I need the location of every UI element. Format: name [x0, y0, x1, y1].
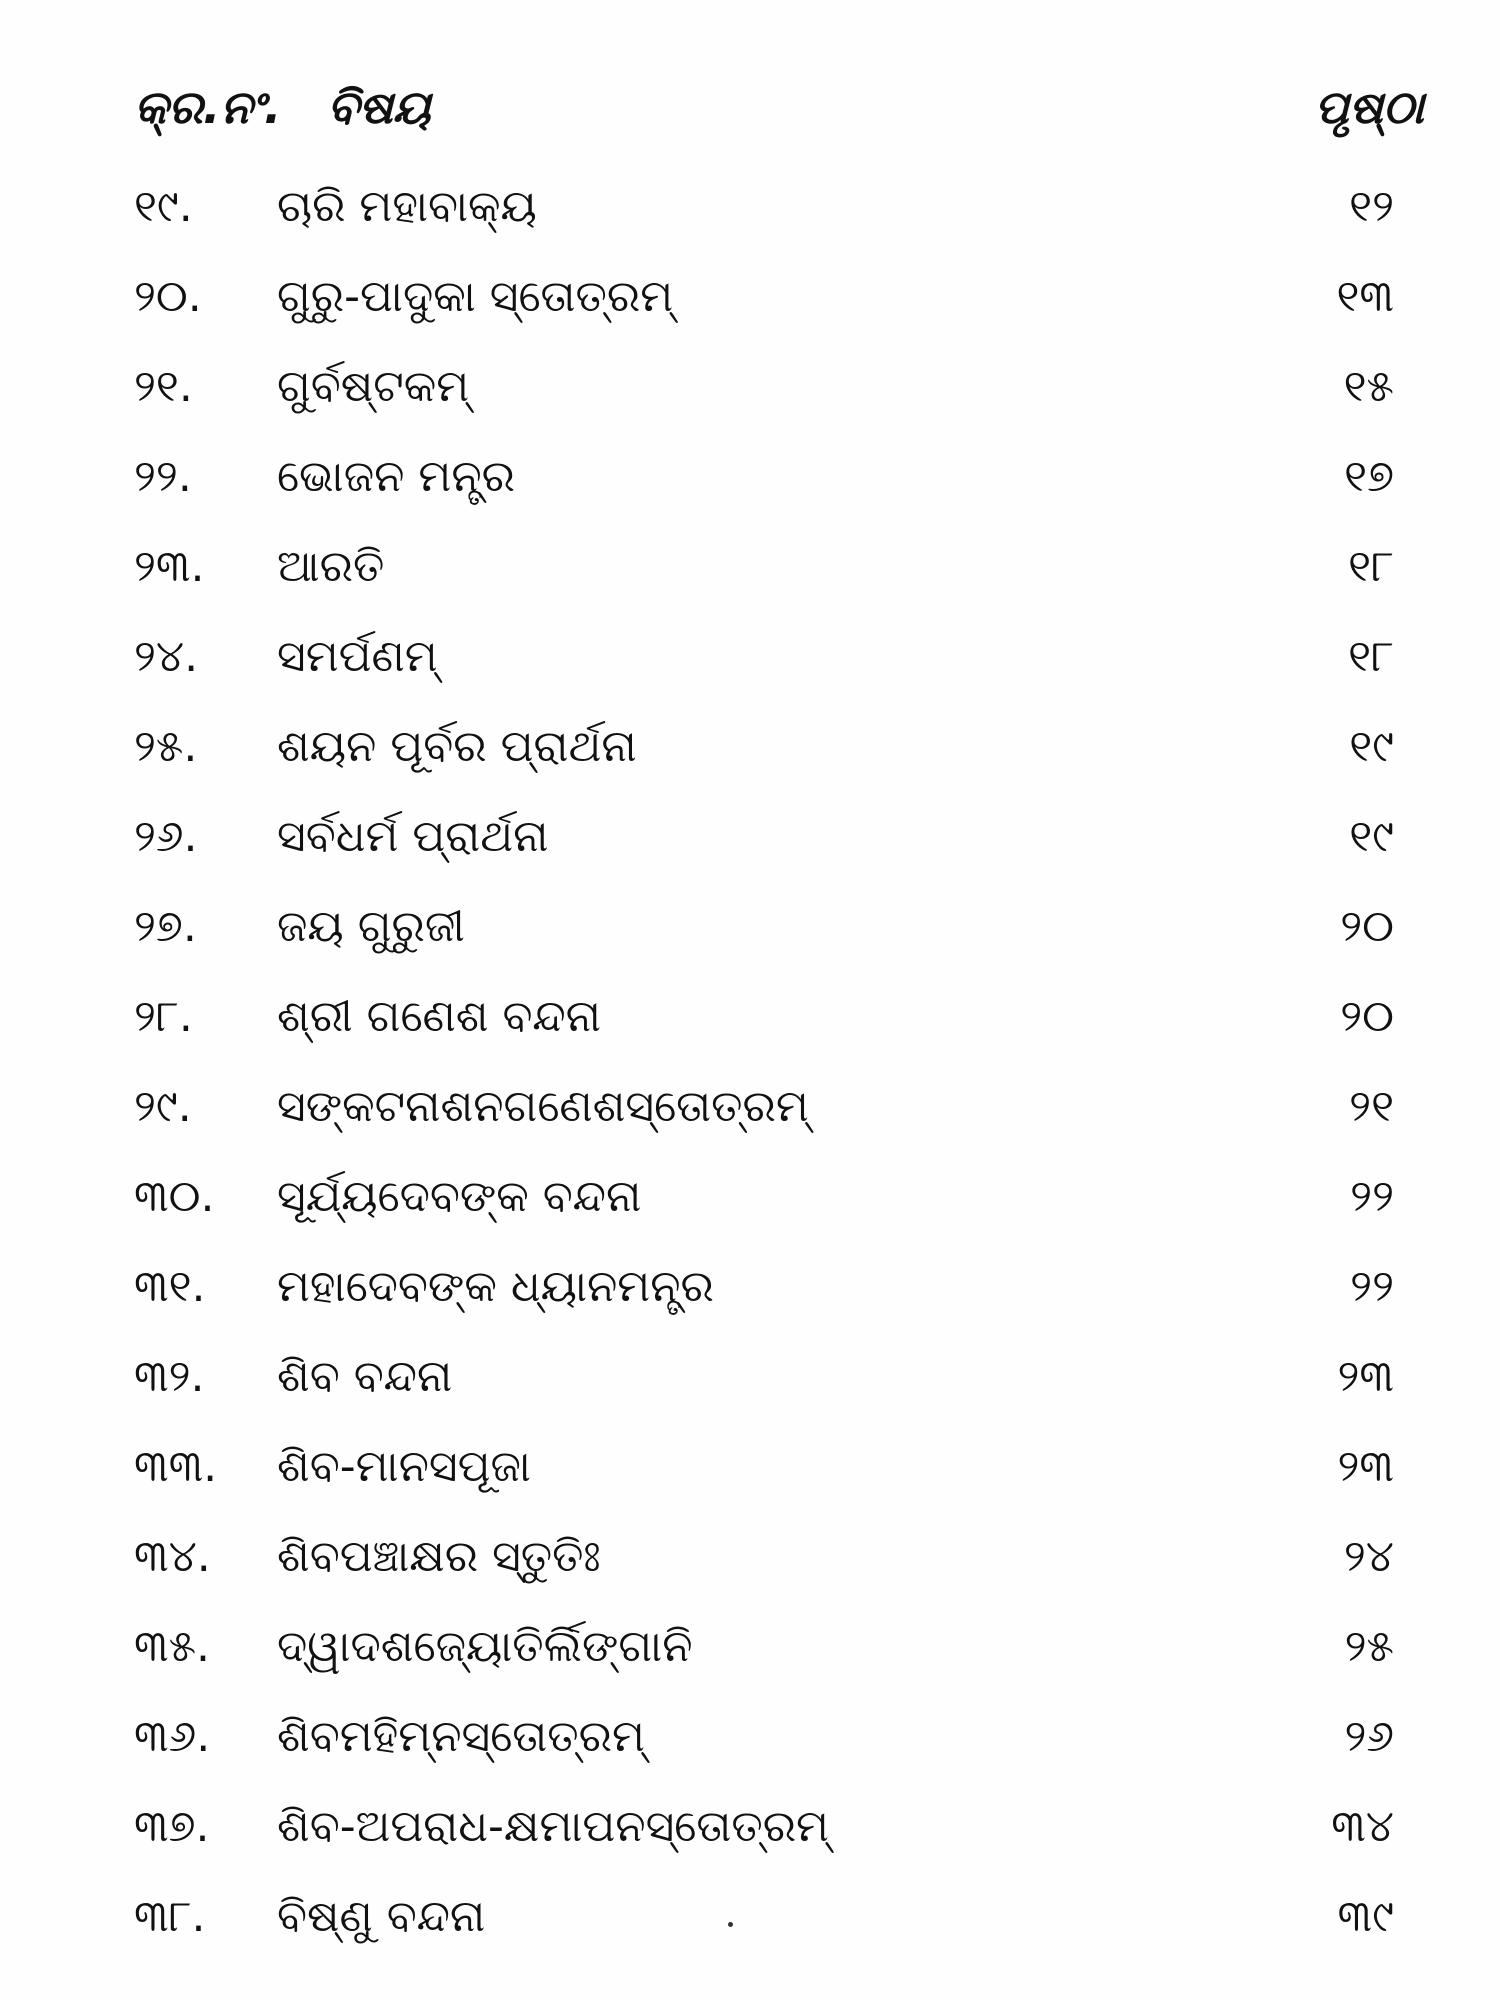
entry-number: ୩୪. — [134, 1531, 211, 1582]
entry-title: ଶୟନ ପୂର୍ବର ପ୍ରାର୍ଥନା — [277, 721, 637, 772]
entry-number: ୨୨. — [134, 451, 192, 502]
entry-page-number: ୨୩ — [1337, 1441, 1394, 1492]
entry-title: ଗୁର୍ବଷ୍ଟକମ୍ — [277, 361, 470, 412]
toc-entry — [134, 612, 1424, 702]
entry-page-number: ୨୫ — [1344, 1621, 1394, 1672]
entry-title: ଶିବମହିମ୍ନସ୍ତୋତ୍ରମ୍ — [277, 1711, 645, 1762]
entry-page-number: ୩୯ — [1337, 1891, 1394, 1942]
entry-title: ଆରତି — [277, 541, 385, 592]
entry-title: ଗୁରୁ-ପାଦୁକା ସ୍ତୋତ୍ରମ୍ — [277, 271, 674, 322]
toc-entry — [134, 1692, 1424, 1782]
entry-number: ୨୪. — [134, 631, 199, 682]
entry-number: ୨୭. — [134, 901, 197, 952]
entry-number: ୩୬. — [134, 1711, 211, 1762]
entry-page-number: ୧୫ — [1343, 361, 1394, 412]
entry-title: ସୂର୍ଯ୍ୟଦେବଙ୍କ ବନ୍ଦନା — [277, 1171, 642, 1222]
entry-page-number: ୨୨ — [1350, 1261, 1394, 1312]
header-left — [134, 62, 431, 152]
toc-entry — [134, 792, 1424, 882]
entry-number: ୨୧. — [134, 361, 193, 412]
toc-entry — [134, 1332, 1424, 1422]
entry-title: ମହାଦେବଙ୍କ ଧ୍ୟାନମନ୍ତ୍ର — [277, 1261, 714, 1312]
toc-entry — [134, 162, 1424, 252]
toc-entry — [134, 252, 1424, 342]
entry-page-number: ୧୮ — [1348, 631, 1394, 682]
entry-title: ଶିବ ବନ୍ଦନା — [277, 1351, 453, 1402]
entry-page-number: ୨୧ — [1349, 1081, 1394, 1132]
entry-number: ୨୩. — [134, 541, 205, 592]
entry-page-number: ୩୪ — [1331, 1801, 1394, 1852]
toc-entry — [134, 1512, 1424, 1602]
entry-page-number: ୨୦ — [1340, 901, 1394, 952]
entry-title: ସର୍ବଧର୍ମ ପ୍ରାର୍ଥନା — [277, 811, 549, 862]
entry-page-number: ୧୩ — [1336, 271, 1394, 322]
toc-entry — [134, 432, 1424, 522]
entry-page-number: ୨୦ — [1340, 991, 1394, 1042]
entry-title: ସମର୍ପଣମ୍ — [277, 631, 438, 682]
entry-number: ୨୦. — [134, 271, 202, 322]
toc-entry — [134, 1602, 1424, 1692]
entry-number: ୨୮. — [134, 991, 193, 1042]
toc-entry — [134, 1422, 1424, 1512]
toc-entry — [134, 702, 1424, 792]
entry-page-number: ୧୮ — [1348, 541, 1394, 592]
toc-entry — [134, 1062, 1424, 1152]
toc-entry — [134, 342, 1424, 432]
entry-title: ଶିବ-ମାନସପୂଜା — [277, 1441, 531, 1492]
entry-title: ଚାରି ମହାବାକ୍ୟ — [277, 181, 537, 232]
toc-entry — [134, 1242, 1424, 1332]
toc-entry — [134, 882, 1424, 972]
toc-entry — [134, 1872, 1424, 1962]
entry-number: ୧୯. — [134, 181, 193, 232]
entry-title: ଶିବ-ଅପରାଧ-କ୍ଷମାପନସ୍ତୋତ୍ରମ୍ — [277, 1801, 829, 1852]
toc-entry — [134, 522, 1424, 612]
entry-title: ଜୟ ଗୁରୁଜୀ — [277, 901, 465, 952]
entry-number: ୩୭. — [134, 1801, 210, 1852]
entry-page-number: ୧୨ — [1349, 181, 1394, 232]
entry-page-number: ୨୩ — [1337, 1351, 1394, 1402]
entry-title: ସଙ୍କଟନାଶନଗଣେଶସ୍ତୋତ୍ରମ୍ — [277, 1081, 809, 1132]
entry-page-number: ୨୬ — [1344, 1711, 1394, 1762]
entry-page-number: ୧୯ — [1349, 721, 1394, 772]
header-subject-label: ବିଷୟ — [327, 80, 431, 134]
entry-number: ୩୮. — [134, 1891, 206, 1942]
entry-number: ୩୦. — [134, 1171, 215, 1222]
entry-page-number: ୨୪ — [1343, 1531, 1394, 1582]
toc-entry — [134, 1782, 1424, 1872]
header-page-label: ପୃଷ୍ଠା — [1314, 80, 1424, 134]
table-of-contents — [134, 162, 1424, 1962]
header-number-label: କ୍ର.ନଂ. — [134, 80, 282, 134]
entry-page-number: ୨୨ — [1350, 1171, 1394, 1222]
entry-title: ଶ୍ରୀ ଗଣେଶ ବନ୍ଦନା — [277, 991, 602, 1042]
entry-number: ୩୫. — [134, 1621, 211, 1672]
entry-title: ଶିବପଞ୍ଚାକ୍ଷର ସ୍ତୁତିଃ — [277, 1531, 601, 1582]
entry-number: ୩୨. — [134, 1351, 205, 1402]
entry-number: ୨୫. — [134, 721, 198, 772]
toc-header — [134, 62, 1424, 152]
entry-title: ଭୋଜନ ମନ୍ତ୍ର — [277, 451, 515, 502]
entry-title: ଦ୍ୱାଦଶଜ୍ୟୋତିର୍ଲିଙ୍ଗାନି — [277, 1621, 693, 1672]
toc-entry — [134, 972, 1424, 1062]
entry-title: ବିଷ୍ଣୁ ବନ୍ଦନା — [277, 1891, 486, 1942]
print-speck — [728, 1922, 733, 1927]
toc-entry — [134, 1152, 1424, 1242]
entry-page-number: ୧୭ — [1344, 451, 1394, 502]
entry-number: ୩୧. — [134, 1261, 206, 1312]
entry-page-number: ୧୯ — [1349, 811, 1394, 862]
entry-number: ୩୩. — [134, 1441, 218, 1492]
entry-number: ୨୯. — [134, 1081, 192, 1132]
entry-number: ୨୬. — [134, 811, 198, 862]
